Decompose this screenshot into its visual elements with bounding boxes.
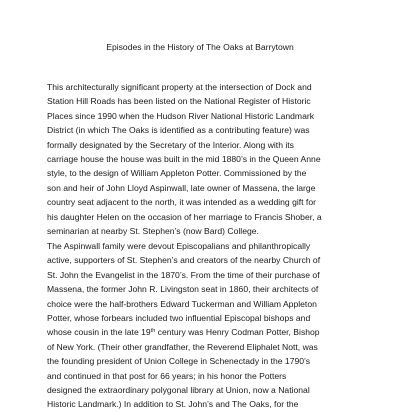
text-line: District (in which The Oaks is identified as a contributing feature) was xyxy=(47,125,310,136)
text-line: Massena, the former John R. Livingston seat in 1860, their architects of xyxy=(47,284,319,295)
text-line: Historic Landmark.) In addition to St. John’s and The Oaks, for the xyxy=(47,399,299,410)
ordinal-superscript: th xyxy=(150,328,156,335)
text-line: and continued in that post for 66 years; in his honor the Potters xyxy=(47,370,287,381)
paragraph-2 xyxy=(47,239,367,412)
text-line: Station Hill Roads has been listed on the National Register of Historic xyxy=(47,96,311,107)
paragraph-1 xyxy=(47,80,367,238)
text-line: designed the extraordinary polygonal library at Union, now a National xyxy=(47,384,310,395)
text-line-with-superscript xyxy=(47,325,367,339)
text-line: son and heir of John Lloyd Aspinwall, late owner of Massena, the large xyxy=(47,182,316,193)
text-line: formally designated by the Secretary of the Interior. Along with its xyxy=(47,139,294,150)
text-fragment: century was Henry Codman Potter, Bishop xyxy=(155,327,320,338)
text-line: of New York. (Their other grandfather, the Reverend Eliphalet Nott, was xyxy=(47,341,318,352)
text-line: his daughter Helen on the occasion of her marriage to Francis Shober, a xyxy=(47,211,322,222)
text-line: This architecturally significant property at the intersection of Dock and xyxy=(47,82,312,92)
text-line: active, supporters of St. Stephen’s and creators of the nearby Church of xyxy=(47,255,321,266)
document-title: Episodes in the History of The Oaks at Barrytown xyxy=(106,42,294,52)
text-fragment: whose cousin in the late 19 xyxy=(47,327,151,338)
text-line: seminarian at nearby St. Stephen’s (now Bard) College. xyxy=(47,225,259,236)
text-line: St. John the Evangelist in the 1870’s. From the time of their purchase of xyxy=(47,269,320,280)
text-line: the founding president of Union College in Schenectady in the 1790’s xyxy=(47,356,311,367)
text-line: carriage house the house was built in the mid 1880’s in the Queen Anne xyxy=(47,153,321,164)
text-line: style, to the design of William Appleton Potter. Commissioned by the xyxy=(47,168,307,179)
text-line: The Aspinwall family were devout Episcopalians and philanthropically xyxy=(47,241,311,251)
text-line: Potter, whose forbears included two influential Episcopal bishops and xyxy=(47,312,311,323)
text-line: choice were the half-brothers Edward Tuckerman and William Appleton xyxy=(47,298,317,309)
text-line: country seat adjacent to the north, it was intended as a wedding gift for xyxy=(47,197,316,208)
text-line: Places since 1990 when the Hudson River National Historic Landmark xyxy=(47,110,315,121)
